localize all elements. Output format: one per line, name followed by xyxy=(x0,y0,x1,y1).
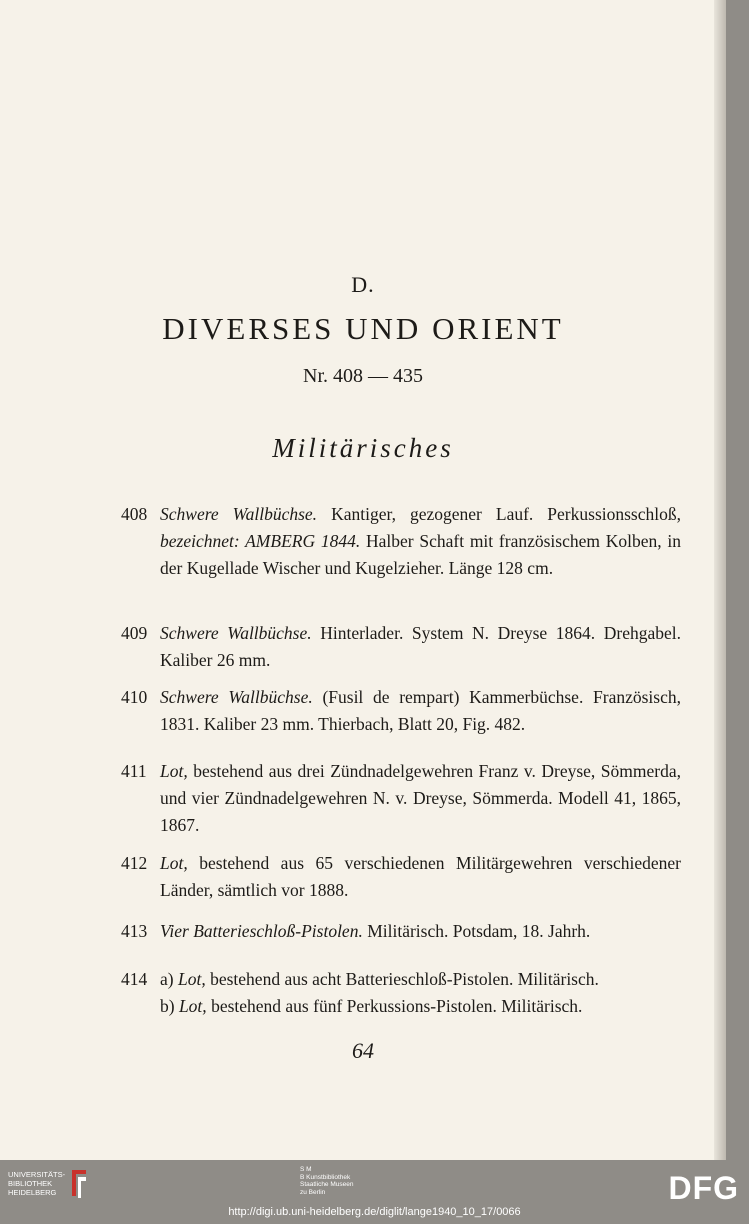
catalog-entry-410 xyxy=(121,684,681,738)
entry-title: Vier Batterieschloß-Pistolen. xyxy=(160,921,363,941)
entry-body xyxy=(160,850,681,904)
entry-number: 414 xyxy=(121,969,148,989)
entry-text: bestehend aus acht Batterieschloß-Pistolen. Militärisch. xyxy=(205,969,599,989)
source-url-link[interactable]: http://digi.ub.uni-heidelberg.de/diglit/lange1940_10_17/0066 xyxy=(228,1206,521,1218)
entry-text: Hinterlader. System N. Dreyse 1864. Drehgabel. Kaliber 26 mm. xyxy=(160,623,681,670)
entry-text-continued: Halber Schaft mit französischem Kolben, in der Kugellade Wischer und Kugelzieher. Länge 128 cm. xyxy=(160,531,681,578)
entry-number: 412 xyxy=(121,853,148,873)
catalog-entry-414 xyxy=(121,966,681,1020)
info-line: S M xyxy=(300,1166,312,1173)
entry-number: 411 xyxy=(121,761,147,781)
viewer-footer xyxy=(0,1160,749,1224)
entry-number: 413 xyxy=(121,921,148,941)
entry-body xyxy=(160,758,681,839)
entry-body xyxy=(160,684,681,738)
entry-number: 410 xyxy=(121,687,148,707)
entry-text: bestehend aus 65 verschiedenen Militärgewehren verschiedener Länder, sämtlich vor 1888. xyxy=(160,853,681,900)
entry-title: Schwere Wallbüchse. xyxy=(160,687,313,707)
kunstbibliothek-info xyxy=(300,1166,420,1196)
section-range: Nr. 408 — 435 xyxy=(303,365,423,387)
entry-sub-a xyxy=(160,966,681,993)
university-line: HEIDELBERG xyxy=(8,1188,57,1197)
entry-text: Kantiger, gezogener Lauf. Perkussionsschloß, xyxy=(317,504,681,524)
sub-prefix: a) xyxy=(160,969,178,989)
university-library-logo-text xyxy=(8,1170,65,1197)
page-spine-shadow xyxy=(714,0,726,1160)
entry-text: bestehend aus fünf Perkussions-Pistolen. Militärisch. xyxy=(206,996,583,1016)
entry-body xyxy=(160,966,681,1020)
entry-body xyxy=(160,918,681,945)
info-line: zu Berlin xyxy=(300,1188,326,1196)
entry-text: (Fusil de rempart) Kammerbüchse. Französisch, 1831. Kaliber 23 mm. Thierbach, Blatt 20, Fig. 482. xyxy=(160,687,681,734)
entry-title: Lot, xyxy=(160,761,188,781)
university-logo-icon xyxy=(66,1168,92,1200)
entry-sub-b xyxy=(160,993,681,1020)
entry-title: Lot, xyxy=(160,853,188,873)
entry-title: Lot, xyxy=(177,969,206,989)
catalog-entry-411 xyxy=(121,758,681,839)
section-letter: D. xyxy=(351,272,375,297)
catalog-entry-408 xyxy=(121,501,681,582)
sub-prefix: b) xyxy=(160,996,179,1016)
entry-text: Militärisch. Potsdam, 18. Jahrh. xyxy=(362,921,591,941)
entry-title: Schwere Wallbüchse. xyxy=(160,623,312,643)
entry-body xyxy=(160,501,681,582)
section-subtitle: Militärisches xyxy=(272,433,454,463)
info-line: Staatliche Museen xyxy=(300,1181,354,1188)
university-line: BIBLIOTHEK xyxy=(8,1179,53,1188)
entry-number: 408 xyxy=(121,504,148,524)
entry-number: 409 xyxy=(121,623,148,643)
section-title: DIVERSES UND ORIENT xyxy=(162,311,564,346)
entry-inscription: bezeichnet: AMBERG 1844. xyxy=(160,531,361,551)
dfg-logo: DFG xyxy=(668,1170,739,1206)
entry-title: Schwere Wallbüchse. xyxy=(160,504,318,524)
info-line: B Kunstbibliothek xyxy=(300,1173,351,1181)
entry-body xyxy=(160,620,681,674)
catalog-entry-409 xyxy=(121,620,681,674)
catalog-entry-413 xyxy=(121,918,681,945)
entry-title: Lot, xyxy=(178,996,207,1016)
catalog-entry-412 xyxy=(121,850,681,904)
page-number: 64 xyxy=(352,1038,374,1063)
entry-text: bestehend aus drei Zündnadelgewehren Franz v. Dreyse, Sömmerda, und vier Zündnadelgewehren N. v. Dreyse, Sömmerda. Modell 41, 1865, 1867. xyxy=(160,761,681,835)
university-line: UNIVERSITÄTS- xyxy=(8,1170,66,1179)
